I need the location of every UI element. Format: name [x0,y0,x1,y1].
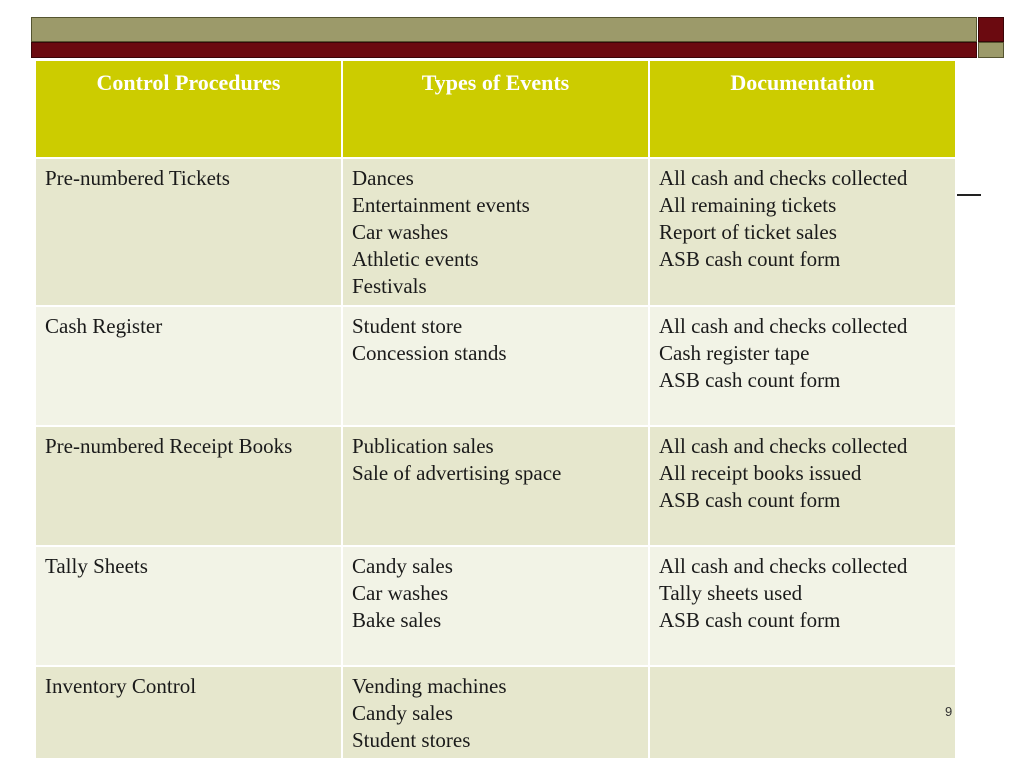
procedure-name: Pre-numbered Tickets [45,166,230,190]
documentation-cell [649,546,956,666]
event-item: Vending machines [352,674,507,698]
procedure-name: Tally Sheets [45,554,148,578]
event-item: Festivals [352,274,427,298]
table-row [35,546,956,666]
documentation-item: All cash and checks collected [659,166,908,190]
table-row [35,306,956,426]
events-cell [342,546,649,666]
documentation-item: ASB cash count form [659,488,841,512]
documentation-item: Report of ticket sales [659,220,837,244]
procedure-name: Inventory Control [45,674,197,698]
event-item: Concession stands [352,341,507,365]
procedure-cell [35,666,342,759]
documentation-item: All cash and checks collected [659,314,908,338]
documentation-item: Cash register tape [659,341,810,365]
corner-square-olive [978,42,1004,58]
page-number: 9 [945,704,953,719]
procedure-name: Pre-numbered Receipt Books [45,434,293,458]
procedure-cell [35,426,342,546]
event-item: Student stores [352,728,471,752]
event-item: Athletic events [352,247,479,271]
documentation-cell [649,158,956,306]
table-row [35,158,956,306]
event-item: Dances [352,166,414,190]
event-item: Candy sales [352,701,453,725]
documentation-cell [649,666,956,759]
header-control-procedures: Control Procedures [35,60,342,158]
procedure-cell [35,158,342,306]
header-types-of-events: Types of Events [342,60,649,158]
control-procedures-table [34,59,957,760]
event-item: Bake sales [352,608,442,632]
event-item: Sale of advertising space [352,461,562,485]
event-item: Car washes [352,220,449,244]
side-rule [956,194,981,196]
documentation-cell [649,306,956,426]
documentation-item: All remaining tickets [659,193,837,217]
documentation-item: Tally sheets used [659,581,803,605]
header-documentation: Documentation [649,60,956,158]
event-item: Publication sales [352,434,494,458]
event-item: Student store [352,314,463,338]
procedure-cell [35,546,342,666]
events-cell [342,666,649,759]
top-bar-maroon [31,42,977,58]
event-item: Car washes [352,581,449,605]
events-cell [342,158,649,306]
events-cell [342,426,649,546]
documentation-item: ASB cash count form [659,247,841,271]
procedure-cell [35,306,342,426]
documentation-item: All receipt books issued [659,461,862,485]
documentation-item: All cash and checks collected [659,554,908,578]
corner-square-maroon [978,17,1004,42]
events-cell [342,306,649,426]
procedure-name: Cash Register [45,314,163,338]
header-row [35,60,956,158]
documentation-cell [649,426,956,546]
table-row [35,666,956,759]
documentation-item: All cash and checks collected [659,434,908,458]
table-row [35,426,956,546]
event-item: Candy sales [352,554,453,578]
top-bar-olive [31,17,977,42]
documentation-item: ASB cash count form [659,368,841,392]
documentation-item: ASB cash count form [659,608,841,632]
event-item: Entertainment events [352,193,530,217]
